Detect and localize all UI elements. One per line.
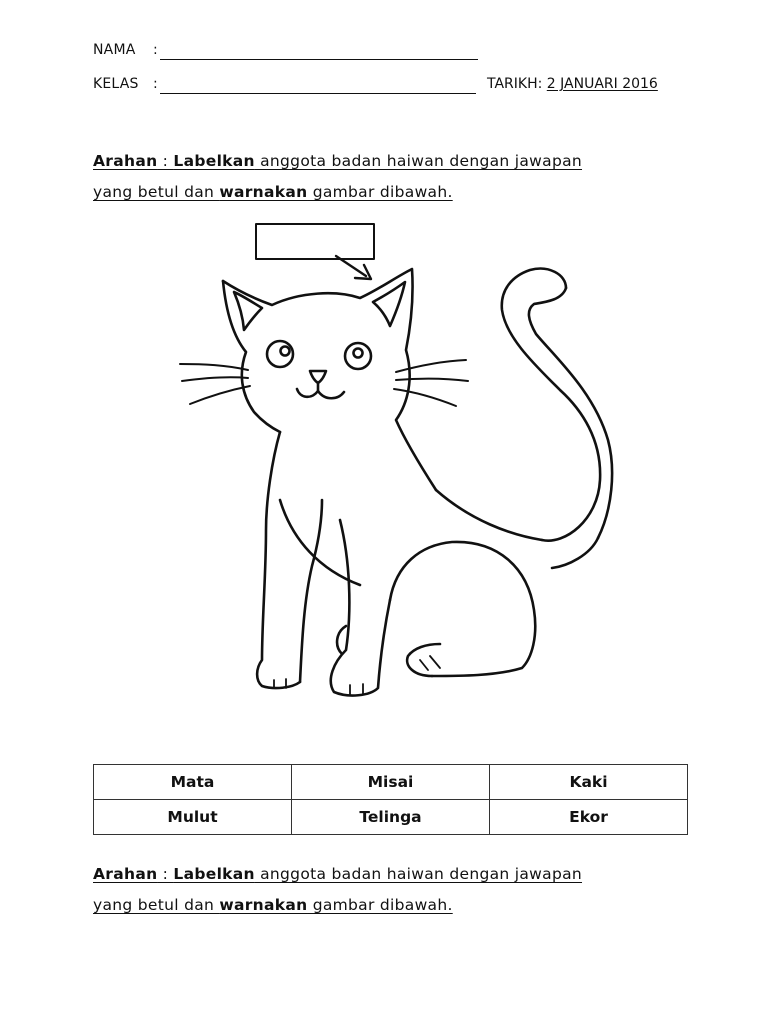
instruction-verb-label: Labelkan (173, 865, 255, 883)
table-row (94, 765, 688, 800)
label-answer-box (256, 224, 374, 259)
word-bank-table (93, 764, 688, 835)
instruction-verb-color: warnakan (219, 183, 308, 201)
instruction-sep: : (157, 865, 174, 883)
instruction-text-1: anggota badan haiwan dengan jawapan (254, 152, 583, 170)
instruction-verb-label: Labelkan (173, 152, 255, 170)
class-colon: : (153, 76, 158, 92)
instruction-text-2: yang betul dan (93, 183, 220, 201)
table-row (94, 800, 688, 835)
word-cell: Misai (292, 765, 490, 800)
name-label: NAMA (93, 42, 136, 58)
instruction-text-3: gambar dibawah. (307, 896, 453, 914)
instruction-verb-color: warnakan (219, 896, 308, 914)
instruction-lead: Arahan (93, 865, 158, 883)
name-colon: : (153, 42, 158, 58)
instruction-text-2: yang betul dan (93, 896, 220, 914)
word-cell: Mulut (94, 800, 292, 835)
word-cell: Mata (94, 765, 292, 800)
instruction-text-1: anggota badan haiwan dengan jawapan (254, 865, 583, 883)
instruction-lead: Arahan (93, 152, 158, 170)
word-cell: Ekor (490, 800, 688, 835)
instruction-bottom (93, 859, 693, 921)
date-label: TARIKH: (487, 76, 543, 92)
word-cell: Kaki (490, 765, 688, 800)
word-cell: Telinga (292, 800, 490, 835)
class-label: KELAS (93, 76, 139, 92)
date-value: 2 JANUARI 2016 (546, 76, 658, 92)
instruction-sep: : (157, 152, 174, 170)
instruction-text-3: gambar dibawah. (307, 183, 453, 201)
